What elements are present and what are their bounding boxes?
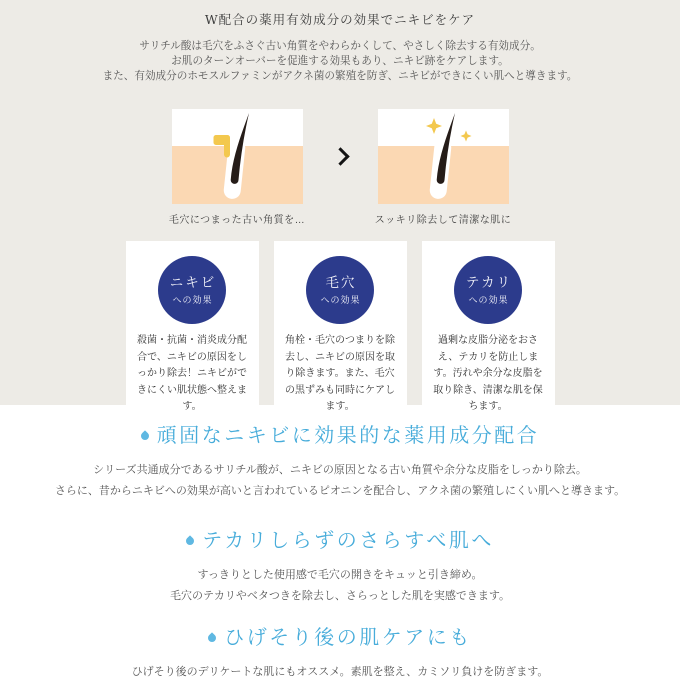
- feature-line: 毛穴のテカリやベタつきを除去し、さらっとした肌を実感できます。: [170, 590, 510, 602]
- effect-circle-sublabel: への効果: [468, 295, 509, 306]
- before-illustration-block: [168, 109, 306, 226]
- water-drop-icon: [184, 535, 195, 546]
- water-drop-icon: [139, 430, 150, 441]
- effect-circle-label: ニキビ: [169, 274, 217, 291]
- feature-line: すっきりとした使用感で毛穴の開きをキュッと引き締め。: [197, 569, 483, 581]
- feature-smooth-skin: [0, 526, 680, 607]
- effect-card-keana: [274, 241, 407, 412]
- water-drop-icon: [207, 632, 218, 643]
- effect-circle-badge: [306, 256, 374, 324]
- intro-line: また、有効成分のホモスルファミンがアクネ菌の繁殖を防ぎ、ニキビができにくい肌へと導きます。: [102, 70, 578, 82]
- before-after-row: [0, 109, 680, 226]
- page-title: W配合の薬用有効成分の効果でニキビをケア: [204, 12, 476, 27]
- feature-ingredients: [0, 421, 680, 502]
- after-caption: スッキリ除去して清潔な肌に: [374, 215, 512, 226]
- effect-card-nikibi: [126, 241, 259, 412]
- feature-paragraph: [0, 565, 680, 607]
- before-caption: 毛穴につまった古い角質を…: [168, 215, 306, 226]
- effect-card-description: 角栓・毛穴のつまりを除去し、ニキビの原因を取り除きます。また、毛穴の黒ずみも同時にケアします。: [285, 335, 395, 412]
- feature-heading-text: テカリしらずのさらすべ肌へ: [202, 528, 494, 552]
- intro-paragraph: [0, 39, 680, 84]
- effect-circle-sublabel: への効果: [320, 295, 361, 306]
- arrow-right-icon: [334, 150, 347, 163]
- features-section: [0, 405, 680, 683]
- after-illustration-block: [374, 109, 512, 226]
- effect-circle-sublabel: への効果: [172, 295, 213, 306]
- clean-pore-illustration: [378, 109, 509, 204]
- effect-card-description: 殺菌・抗菌・消炎成分配合で、ニキビの原因をしっかり除去！ニキビができにくい肌状態へ整えます。: [137, 335, 247, 412]
- effect-cards-row: [0, 241, 680, 412]
- feature-paragraph: [0, 460, 680, 502]
- effect-circle-badge: [158, 256, 226, 324]
- feature-after-shave: [0, 623, 680, 683]
- feature-heading-text: 頑固なニキビに効果的な薬用成分配合: [156, 423, 540, 447]
- feature-line: シリーズ共通成分であるサリチル酸が、ニキビの原因となる古い角質や余分な皮脂をしっかり除去。: [93, 464, 587, 476]
- feature-heading: [0, 421, 680, 449]
- effect-card-tekari: [422, 241, 555, 412]
- feature-heading: [0, 526, 680, 554]
- feature-line: ひげそり後のデリケートな肌にもオススメ。素肌を整え、カミソリ負けを防ぎます。: [131, 666, 549, 678]
- effect-circle-label: 毛穴: [325, 274, 357, 291]
- intro-line: サリチル酸は毛穴をふさぐ古い角質をやわらかくして、やさしく除去する有効成分。: [139, 40, 541, 52]
- feature-heading-text: ひげそり後の肌ケアにも: [224, 625, 472, 649]
- clogged-pore-illustration: [172, 109, 303, 204]
- effect-circle-badge: [454, 256, 522, 324]
- effect-card-description: 過剰な皮脂分泌をおさえ、テカリを防止します。汚れや余分な皮脂を取り除き、清潔な肌を保ちます。: [433, 335, 543, 412]
- intro-line: お肌のターンオーバーを促進する効果もあり、ニキビ跡をケアします。: [171, 55, 509, 67]
- feature-heading: [0, 623, 680, 651]
- effect-circle-label: テカリ: [465, 274, 513, 291]
- feature-line: さらに、昔からニキビへの効果が高いと言われているピオニンを配合し、アクネ菌の繁殖しにくい肌へと導きます。: [54, 485, 626, 497]
